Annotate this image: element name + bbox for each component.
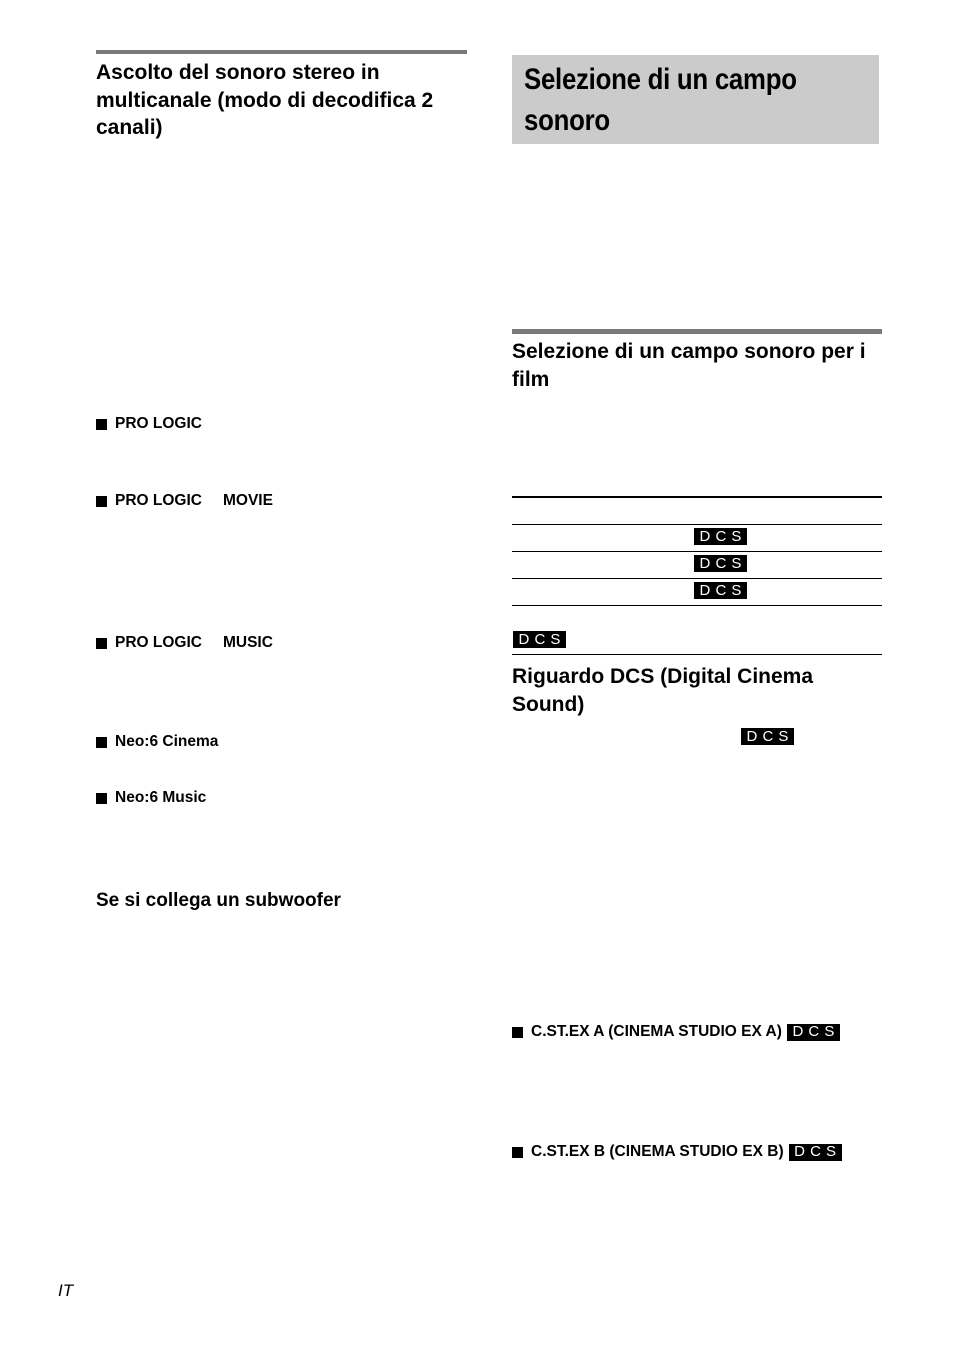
left-heading: Ascolto del sonoro stereo in multicanale (modo di decodifica 2 canali) (96, 61, 434, 139)
mode-neo6-music (96, 789, 206, 807)
table-row-divider (512, 524, 882, 525)
mode-cinema-studio-ex-a (512, 1023, 840, 1041)
table-row-divider (512, 551, 882, 552)
mode-cinema-studio-ex-b (512, 1143, 842, 1161)
bullet-square-icon (96, 638, 107, 649)
page-footer-lang: IT (58, 1281, 74, 1300)
bullet-square-icon (512, 1027, 523, 1038)
mode-suffix: MUSIC (222, 634, 273, 651)
dcs-badge: D C S (513, 631, 566, 648)
mode-label: Neo:6 Cinema (115, 733, 219, 750)
section-title-box (512, 55, 879, 144)
bullet-square-icon (96, 737, 107, 748)
dcs-badge: D C S (694, 555, 747, 572)
subwoofer-heading: Se si collega un subwoofer (96, 890, 341, 911)
dcs-badge: D C S (694, 582, 747, 599)
table-row-divider (512, 578, 882, 579)
movies-heading-rule (512, 329, 882, 334)
mode-neo6-cinema (96, 733, 218, 751)
mode-label: Neo:6 Music (115, 789, 207, 806)
dcs-heading: Riguardo DCS (Digital Cinema Sound) (512, 665, 814, 716)
dcs-badge: D C S (694, 528, 747, 545)
mode-label: C.ST.EX B (CINEMA STUDIO EX B) (531, 1143, 784, 1160)
table-bottom-rule (512, 605, 882, 606)
table-top-rule (512, 496, 882, 498)
dcs-heading-rule (512, 654, 882, 655)
bullet-square-icon (96, 793, 107, 804)
mode-pro-logic-movie (96, 492, 273, 510)
bullet-square-icon (96, 419, 107, 430)
bullet-square-icon (96, 496, 107, 507)
movies-heading: Selezione di un campo sonoro per i film (512, 340, 866, 391)
bullet-square-icon (512, 1147, 523, 1158)
left-heading-rule (96, 50, 467, 54)
section-title: Selezione di un campo sonoro (524, 63, 797, 137)
mode-label: PRO LOGIC (115, 415, 202, 432)
mode-pro-logic (96, 415, 202, 433)
dcs-badge: D C S (789, 1144, 842, 1161)
mode-label: C.ST.EX A (CINEMA STUDIO EX A) (531, 1023, 782, 1040)
mode-suffix: MOVIE (222, 492, 273, 509)
mode-label: PRO LOGIC (115, 634, 202, 651)
dcs-badge: D C S (787, 1024, 840, 1041)
mode-label: PRO LOGIC (115, 492, 202, 509)
dcs-badge: D C S (741, 728, 794, 745)
mode-pro-logic-music (96, 634, 273, 652)
